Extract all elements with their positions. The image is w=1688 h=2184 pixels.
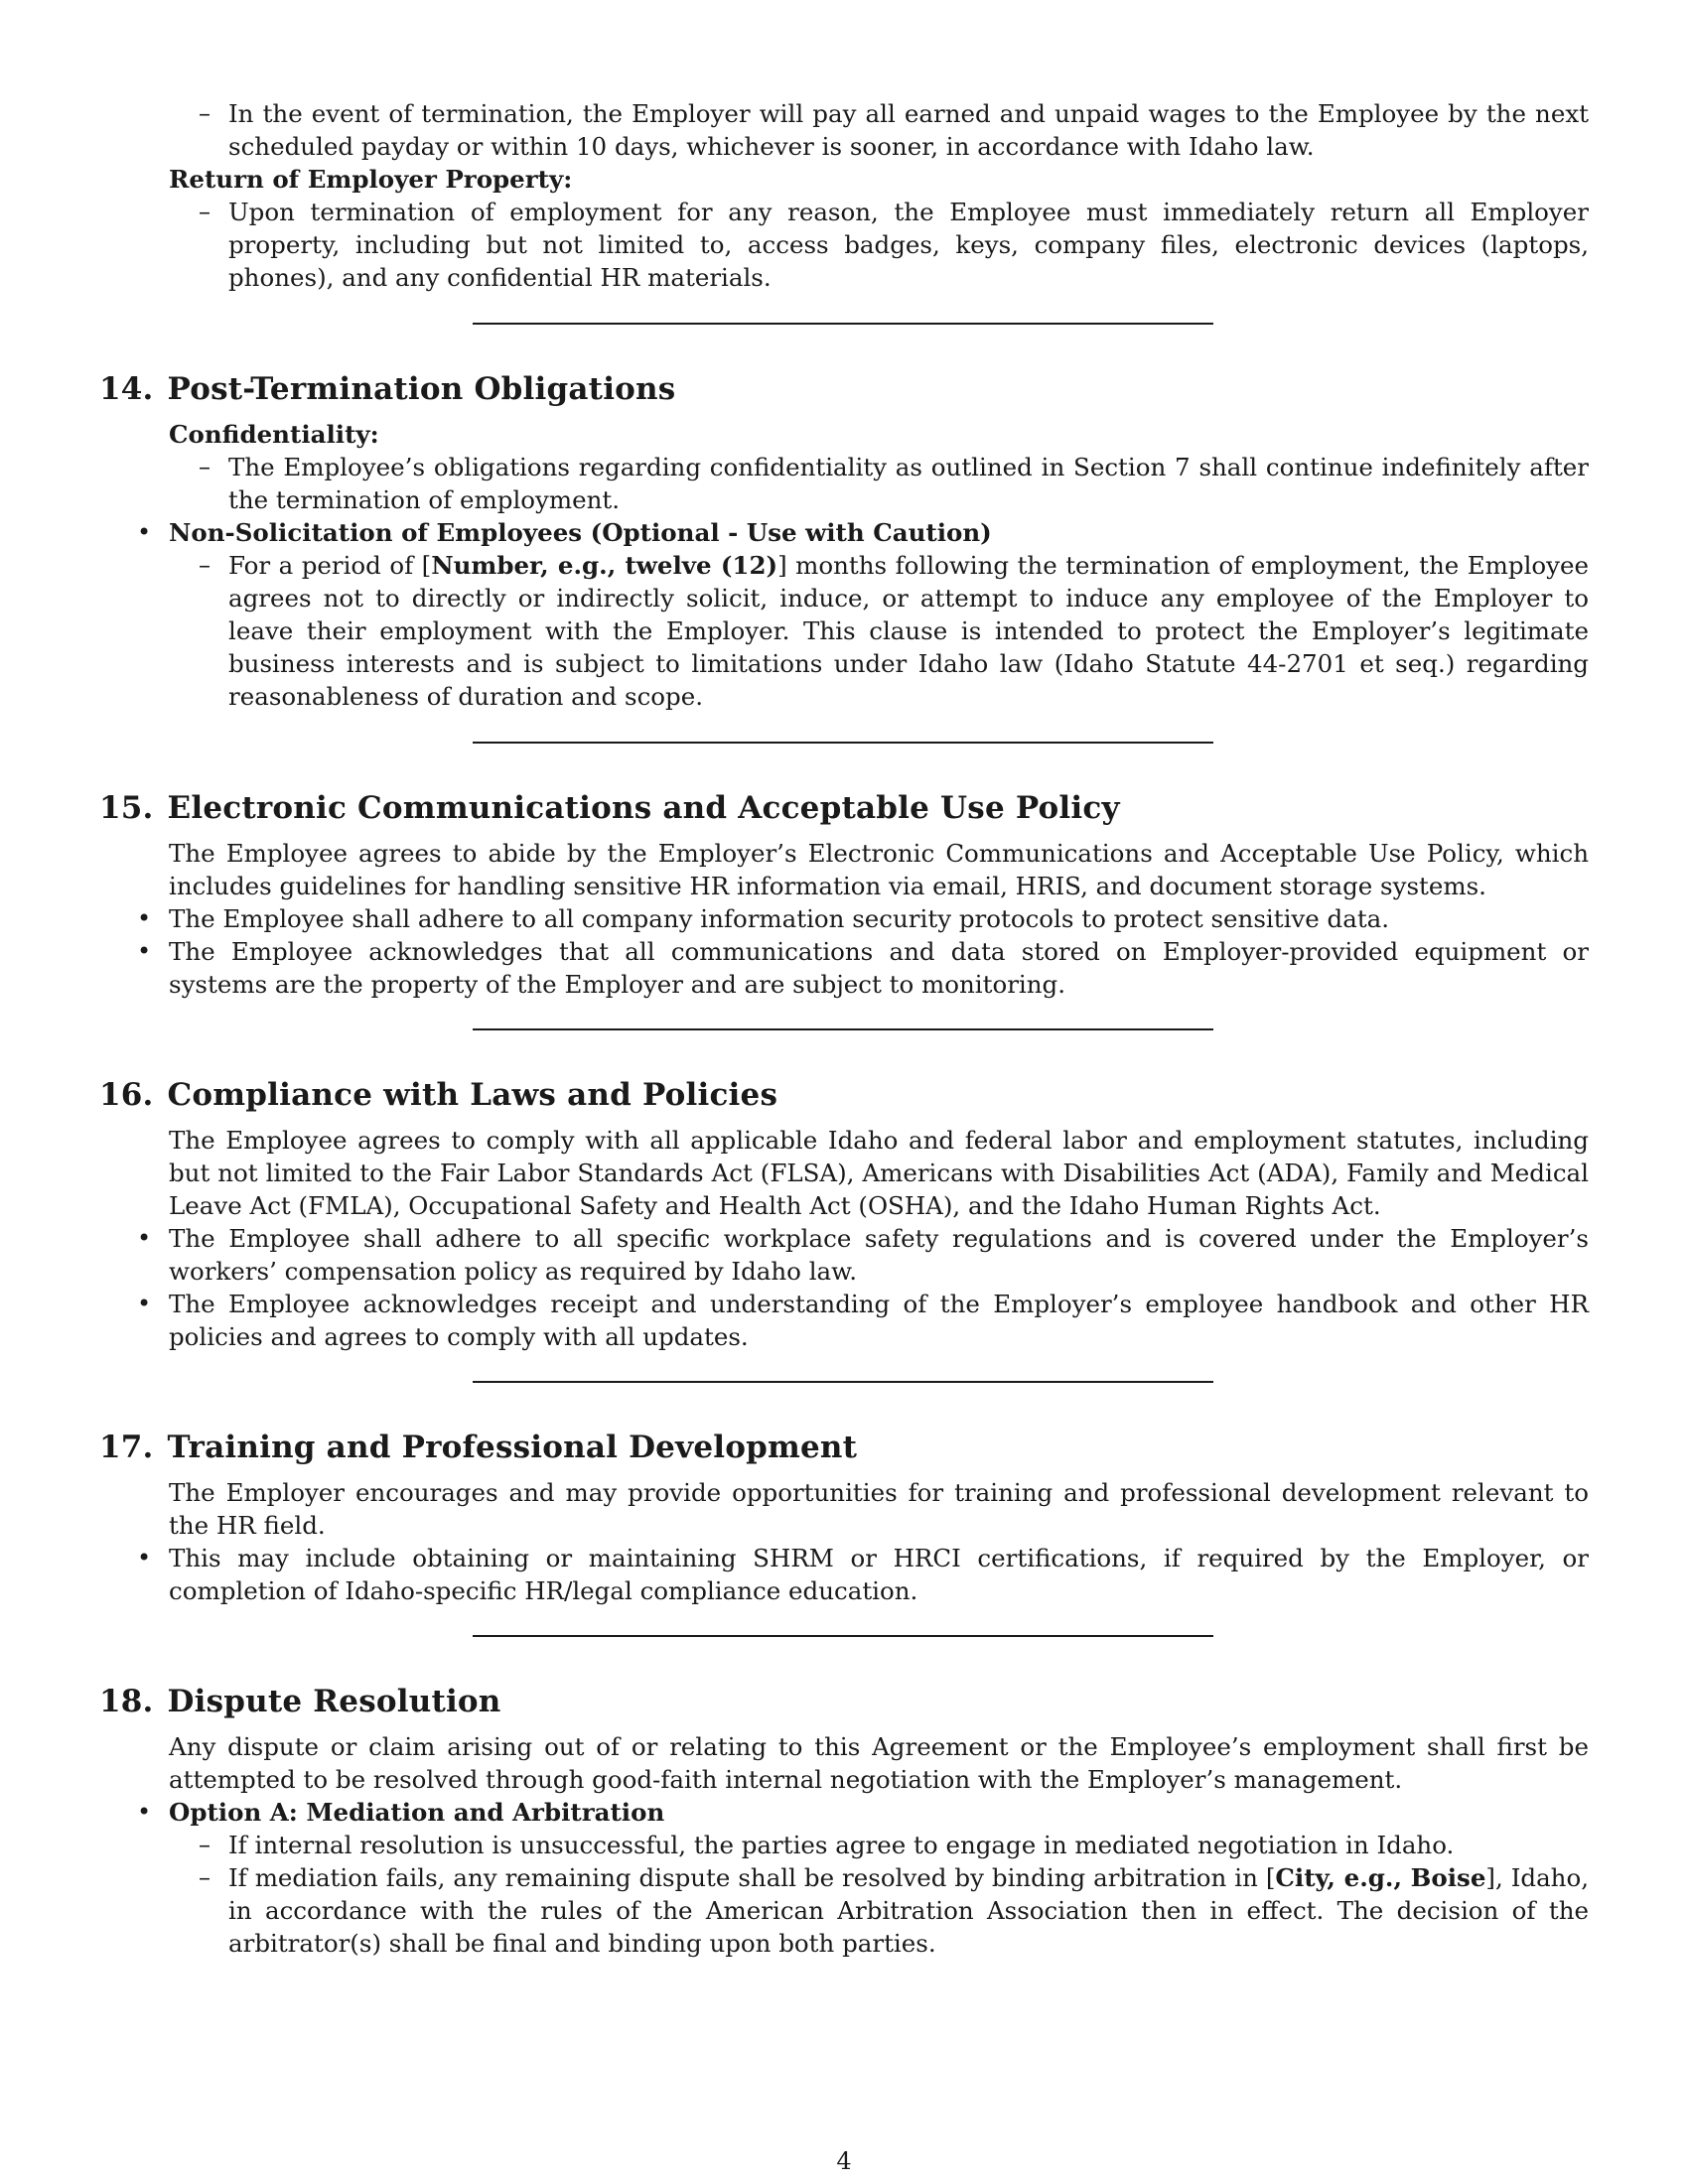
section-14-list: [99, 418, 1589, 713]
section-heading-14: [99, 369, 1589, 409]
document-page: [99, 97, 1589, 1960]
section-heading-16: [99, 1075, 1589, 1115]
section-heading-15: [99, 788, 1589, 828]
section-18-list: [99, 1730, 1589, 1960]
section-number: 16.: [99, 1077, 154, 1113]
section-17-list: [99, 1476, 1589, 1607]
arbitration-pre: If mediation fails, any remaining dispute shall be resolved by binding arbitration in [: [228, 1863, 1276, 1892]
option-a-item: – If internal resolution is unsuccessful, the parties agree to engage in mediated negotiation in Idaho.: [169, 1829, 1589, 1861]
section-number: 15.: [99, 790, 154, 826]
section-divider: [473, 1381, 1213, 1383]
list-item: [99, 97, 1589, 163]
arbitration-placeholder: City, e.g., Boise: [1275, 1863, 1486, 1892]
list-item: [99, 516, 1589, 713]
section-16-list: [99, 1124, 1589, 1353]
section-number: 17.: [99, 1430, 154, 1465]
termination-wages-item: – In the event of termination, the Employer will pay all earned and unpaid wages to the Employee by the next scheduled payday or within 10 days, whichever is sooner, in accordance with Idaho law.: [169, 97, 1589, 163]
nonsolicit-post: ] months following the termination of employment, the Employee agrees not to directly or indirectly solicit, induce, or attempt to induce any employee of the Employer to leave their employment with the Employer. This clause is intended to protect the Employer’s legitimate business interests and is subject to limitations under Idaho law (Idaho Statute 44-2701 et seq.) regarding reasonableness of duration and scope.: [228, 551, 1589, 711]
list-item: • The Employee acknowledges receipt and understanding of the Employer’s employee handbook and other HR policies and agrees to comply with all updates.: [99, 1288, 1589, 1353]
section-title: Dispute Resolution: [167, 1684, 501, 1719]
list-item: Any dispute or claim arising out of or relating to this Agreement or the Employee’s employment shall first be attempted to be resolved through good-faith internal negotiation with the Employer’s management.: [169, 1732, 1589, 1794]
nonsolicit-placeholder: Number, e.g., twelve (12): [431, 551, 778, 580]
list-item: [99, 1796, 1589, 1960]
section-title: Electronic Communications and Acceptable Use Policy: [167, 790, 1120, 826]
section-title: Training and Professional Development: [167, 1430, 858, 1465]
list-item: [99, 163, 1589, 294]
list-item: • The Employee shall adhere to all specific workplace safety regulations and is covered under the Employer’s workers’ compensation policy as required by Idaho law.: [99, 1222, 1589, 1288]
sub-list: [99, 97, 1589, 163]
section-heading-18: [99, 1682, 1589, 1721]
confidentiality-label: Confidentiality:: [169, 420, 379, 449]
section-divider: [473, 1028, 1213, 1030]
list-item: The Employee agrees to abide by the Employer’s Electronic Communications and Acceptable Use Policy, which includes guidelines for handling sensitive HR information via email, HRIS, and document storage systems.: [169, 839, 1589, 900]
section-15-list: [99, 837, 1589, 1001]
sub-list: [169, 1829, 1589, 1960]
section-heading-17: [99, 1428, 1589, 1467]
arbitration-post: ], Idaho, in accordance with the rules of the American Arbitration Association then in effect. The decision of the arbitrator(s) shall be final and binding upon both parties.: [228, 1863, 1589, 1958]
list-item: [99, 418, 1589, 516]
option-a-item: [169, 1861, 1589, 1960]
section-title: Compliance with Laws and Policies: [167, 1077, 778, 1113]
section-number: 18.: [99, 1684, 154, 1719]
sub-list: [169, 451, 1589, 516]
return-property-item: – Upon termination of employment for any reason, the Employee must immediately return all Employer property, including but not limited to, access badges, keys, company files, electronic devices (laptops, phones), and any confidential HR materials.: [169, 196, 1589, 294]
section-divider: [473, 323, 1213, 325]
list-item: • This may include obtaining or maintaining SHRM or HRCI certifications, if required by the Employer, or completion of Idaho-specific HR/legal compliance education.: [99, 1542, 1589, 1607]
page-number: 4: [836, 2147, 852, 2175]
confidentiality-item: – The Employee’s obligations regarding confidentiality as outlined in Section 7 shall continue indefinitely after the termination of employment.: [169, 451, 1589, 516]
section-title: Post-Termination Obligations: [167, 371, 676, 407]
list-item: The Employer encourages and may provide opportunities for training and professional development relevant to the HR field.: [169, 1478, 1589, 1540]
section-number: 14.: [99, 371, 154, 407]
list-item: The Employee agrees to comply with all applicable Idaho and federal labor and employment statutes, including but not limited to the Fair Labor Standards Act (FLSA), Americans with Disabilities Act (ADA), Family and Medical Leave Act (FMLA), Occupational Safety and Health Act (OSHA), and the Idaho Human Rights Act.: [169, 1126, 1589, 1220]
termination-carryover-list: [99, 97, 1589, 163]
nonsolicit-pre: For a period of [: [228, 551, 432, 580]
sub-list: [169, 196, 1589, 294]
nonsolicit-item: [169, 549, 1589, 713]
return-property-label: Return of Employer Property:: [169, 165, 573, 194]
sub-list: [169, 549, 1589, 713]
section-divider: [473, 742, 1213, 744]
nonsolicit-label: Non-Solicitation of Employees (Optional - Use with Caution): [169, 518, 992, 547]
option-a-label: Option A: Mediation and Arbitration: [169, 1798, 665, 1827]
list-item: • The Employee acknowledges that all communications and data stored on Employer-provided equipment or systems are the property of the Employer and are subject to monitoring.: [99, 935, 1589, 1001]
section-divider: [473, 1635, 1213, 1637]
return-property-list: [99, 163, 1589, 294]
list-item: • The Employee shall adhere to all company information security protocols to protect sensitive data.: [99, 902, 1589, 935]
